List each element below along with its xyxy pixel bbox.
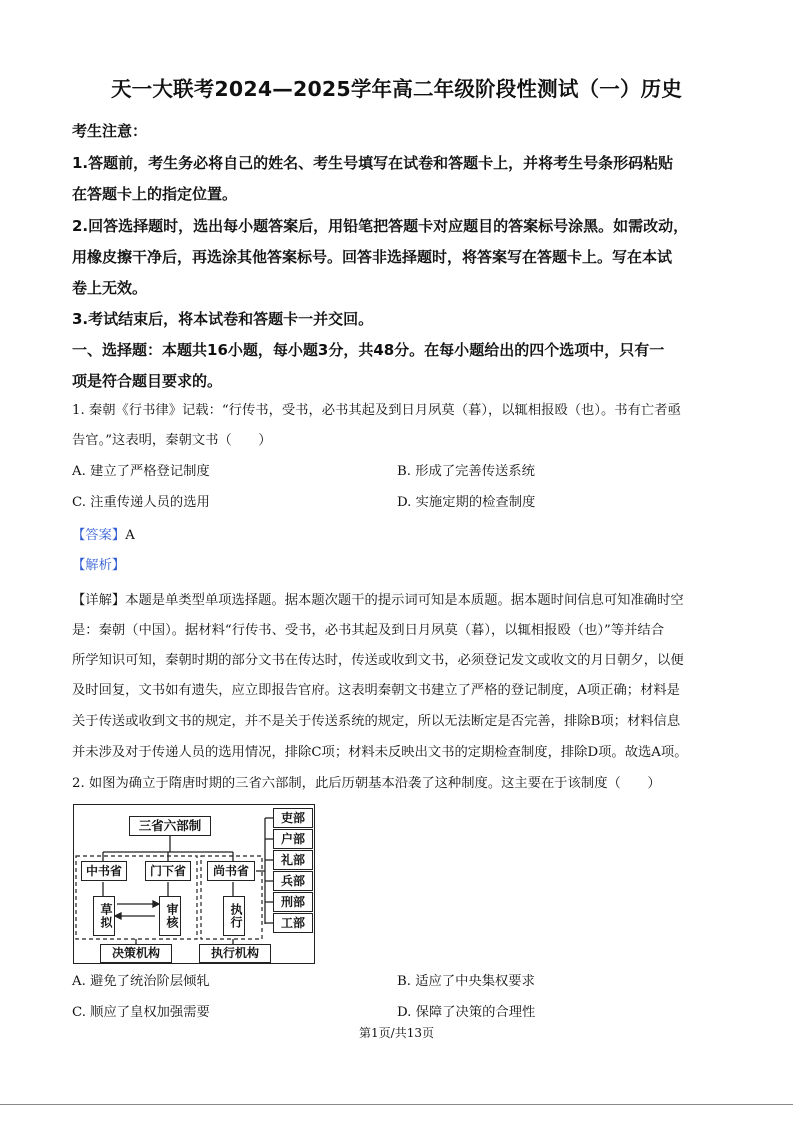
notice-item-2-line-2: 用橡皮擦干净后，再选涂其他答案标号。回答非选择题时，将答案写在答题卡上。写在本试 bbox=[72, 248, 673, 266]
q1-option-c: C. 注重传递人员的选用 bbox=[72, 495, 210, 510]
q2-option-d: D. 保障了决策的合理性 bbox=[397, 1005, 536, 1020]
shangshu-node: 尚书省 bbox=[207, 861, 255, 881]
answer-value: A bbox=[125, 528, 135, 543]
section-heading-line-2: 项是符合题目要求的。 bbox=[72, 372, 223, 390]
three-departments-six-ministries-diagram bbox=[73, 804, 317, 966]
q1-option-b: B. 形成了完善传送系统 bbox=[397, 464, 535, 479]
notice-item-2-line-1: 2.回答选择题时，选出每小题答案后，用铅笔把答题卡对应题目的答案标号涂黑。如需改动， bbox=[72, 217, 689, 235]
q2-option-c: C. 顺应了皇权加强需要 bbox=[72, 1005, 210, 1020]
answer-label: 【答案】 bbox=[72, 528, 126, 543]
notice-item-1-line-2: 在答题卡上的指定位置。 bbox=[72, 185, 238, 203]
q2-option-b: B. 适应了中央集权要求 bbox=[397, 974, 535, 989]
menxia-node: 门下省 bbox=[145, 861, 191, 881]
page-footer: 第1页/共13页 bbox=[359, 1026, 434, 1040]
notice-item-1-line-1: 1.答题前，考生务必将自己的姓名、考生号填写在试卷和答题卡上，并将考生号条形码粘贴 bbox=[72, 154, 674, 172]
ministry-rites: 礼部 bbox=[273, 850, 313, 870]
q1-stem-line-1: 1. 秦朝《行书律》记载：“行传书，受书，必书其起及到日月夙莫（暮），以辄相报殴（也）。书有亡者亟 bbox=[72, 403, 681, 418]
execution-body-label: 执行机构 bbox=[199, 944, 271, 963]
analysis-label: 【解析】 bbox=[72, 558, 126, 573]
detail-label: 【详解】 bbox=[72, 593, 126, 608]
section-heading-line-1: 一、选择题：本题共16小题，每小题3分，共48分。在每小题给出的四个选项中，只有一 bbox=[72, 341, 665, 359]
q1-option-d: D. 实施定期的检查制度 bbox=[397, 495, 536, 510]
zhongshu-node: 中书省 bbox=[81, 861, 127, 881]
ministry-war: 兵部 bbox=[273, 871, 313, 891]
detail-text: 本题是单类型单项选择题。据本题次题干的提示词可知是本质题。据本题时间信息可知准确时空 bbox=[125, 593, 684, 608]
ministry-justice: 刑部 bbox=[273, 892, 313, 912]
q2-stem: 2. 如图为确立于隋唐时期的三省六部制，此后历朝基本沿袭了这种制度。这主要在于该制度（ ） bbox=[72, 776, 661, 791]
notice-heading: 考生注意： bbox=[72, 122, 148, 140]
q1-detail-line-5: 关于传送或收到文书的规定，并不是关于传送系统的规定，所以无法断定是否完善，排除B项；材料信息 bbox=[72, 714, 681, 729]
q1-answer bbox=[72, 526, 135, 546]
q1-detail-line-1 bbox=[72, 586, 724, 617]
q1-option-a: A. 建立了严格登记制度 bbox=[72, 464, 210, 479]
q1-detail-line-6: 并未涉及对于传递人员的选用情况，排除C项；材料未反映出文书的定期检查制度，排除D项。故选A项。 bbox=[72, 745, 688, 760]
notice-item-3: 3.考试结束后，将本试卷和答题卡一并交回。 bbox=[72, 310, 374, 328]
bottom-divider bbox=[0, 1104, 793, 1105]
review-node: 审核 bbox=[159, 896, 181, 936]
q1-stem-line-2: 告官。”这表明，秦朝文书（ ） bbox=[72, 433, 272, 448]
ministry-revenue: 户部 bbox=[273, 829, 313, 849]
draft-node: 草拟 bbox=[93, 896, 115, 936]
q1-detail-line-3: 所学知识可知，秦朝时期的部分文书在传达时，传送或收到文书，必须登记发文或收文的月日朝夕，以便 bbox=[72, 653, 684, 668]
root-node: 三省六部制 bbox=[129, 816, 211, 836]
execute-node: 执行 bbox=[223, 896, 245, 936]
q1-detail-line-4: 及时回复，文书如有遗失，应立即报告官府。这表明秦朝文书建立了严格的登记制度，A项正确；材料是 bbox=[72, 683, 680, 698]
q2-option-a: A. 避免了统治阶层倾轧 bbox=[72, 974, 210, 989]
decision-body-label: 决策机构 bbox=[100, 944, 172, 963]
ministry-works: 工部 bbox=[273, 913, 313, 933]
q1-detail-line-2: 是：秦朝（中国）。据材料“行传书、受书，必书其起及到日月夙莫（暮），以辄相报殴（也）”等并结合 bbox=[72, 623, 665, 638]
exam-title: 天一大联考2024—2025学年高二年级阶段性测试（一）历史 bbox=[110, 77, 683, 101]
ministry-personnel: 吏部 bbox=[273, 808, 313, 828]
notice-item-2-line-3: 卷上无效。 bbox=[72, 279, 148, 297]
